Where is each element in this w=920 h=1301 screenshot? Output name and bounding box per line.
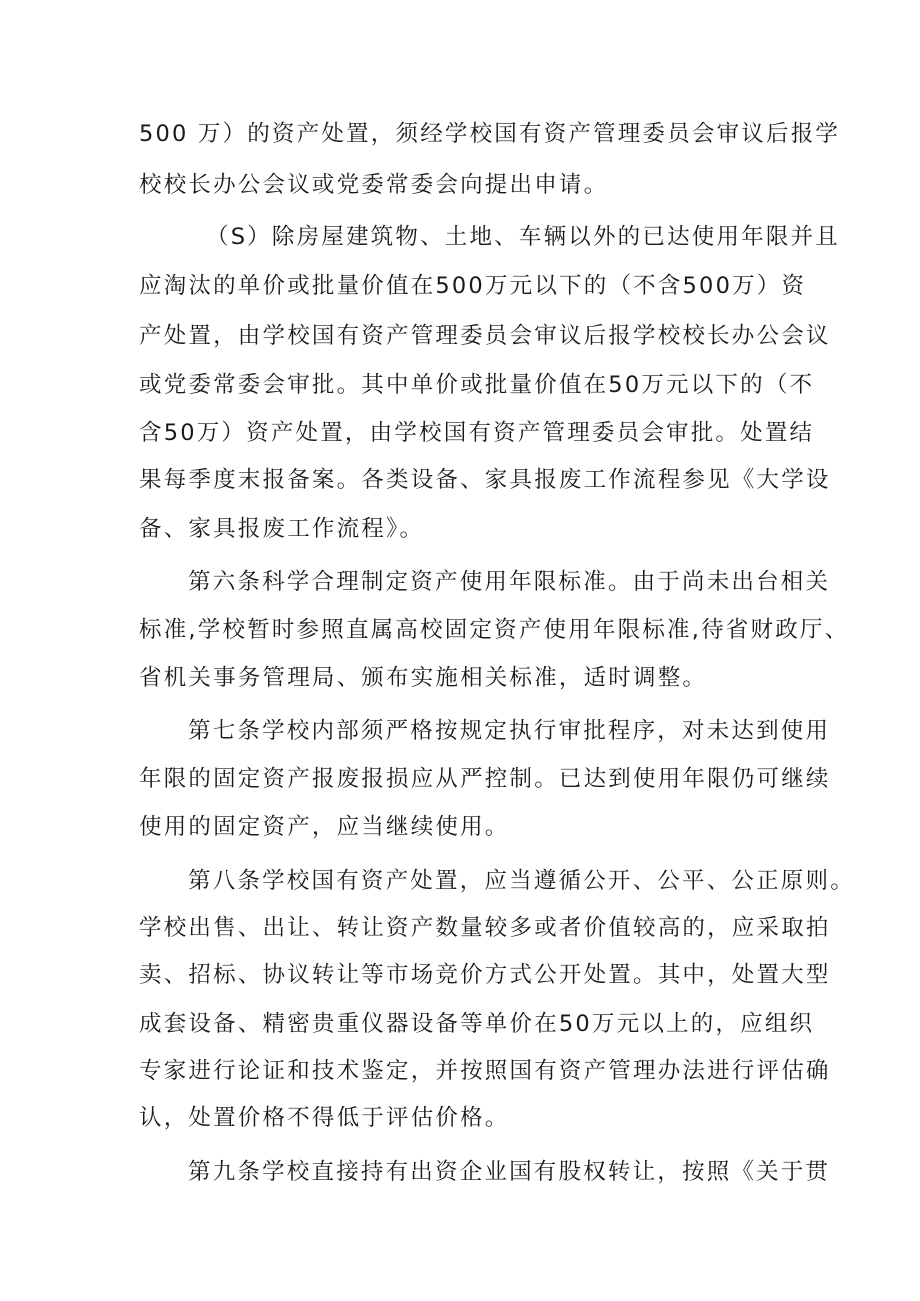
text-line: 使用的固定资产，应当继续使用。	[139, 814, 510, 840]
text-line: 或党委常委会审批。其中单价或批量价值在50万元以下的（不	[139, 372, 815, 398]
text-line: 专家进行论证和技术鉴定，并按照国有资产管理办法进行评估确	[139, 1058, 831, 1084]
text-line: 标准,学校暂时参照直属高校固定资产使用年限标准,待省财政厅、	[139, 617, 850, 643]
paragraph-start: （S）除房屋建筑物、土地、车辆以外的已达使用年限并且	[206, 224, 840, 250]
text-line: 年限的固定资产报废报损应从严控制。已达到使用年限仍可继续	[139, 766, 831, 792]
paragraph-start: 第九条学校直接持有出资企业国有股权转让，按照《关于贯	[188, 1159, 831, 1185]
text-line: 卖、招标、协议转让等市场竞价方式公开处置。其中，处置大型	[139, 962, 831, 988]
text-line: 应淘汰的单价或批量价值在500万元以下的（不含500万）资	[139, 273, 807, 299]
paragraph-start: 第八条学校国有资产处置，应当遵循公开、公平、公正原则。	[188, 868, 855, 894]
text-line: 产处置，由学校国有资产管理委员会审议后报学校校长办公会议	[139, 323, 831, 349]
text-line: 校校长办公会议或党委常委会向提出申请。	[139, 172, 609, 198]
text-line: 学校出售、出让、转让资产数量较多或者价值较高的，应采取拍	[139, 915, 831, 941]
text-line: 成套设备、精密贵重仪器设备等单价在50万元以上的，应组织	[139, 1011, 815, 1037]
text-line: 认，处置价格不得低于评估价格。	[139, 1105, 510, 1131]
text-line: 省机关事务管理局、颁布实施相关标准，适时调整。	[139, 665, 708, 691]
text-line: 含50万）资产处置，由学校国有资产管理委员会审批。处置结	[139, 420, 815, 446]
paragraph-start: 第七条学校内部须严格按规定执行审批程序，对未达到使用	[188, 718, 831, 744]
text-line: 备、家具报废工作流程》。	[139, 516, 425, 542]
paragraph-start: 第六条科学合理制定资产使用年限标准。由于尚未出台相关	[188, 569, 831, 595]
text-line: 果每季度末报备案。各类设备、家具报废工作流程参见《大学设	[139, 467, 831, 493]
text-line: 500 万）的资产处置，须经学校国有资产管理委员会审议后报学	[139, 121, 841, 147]
